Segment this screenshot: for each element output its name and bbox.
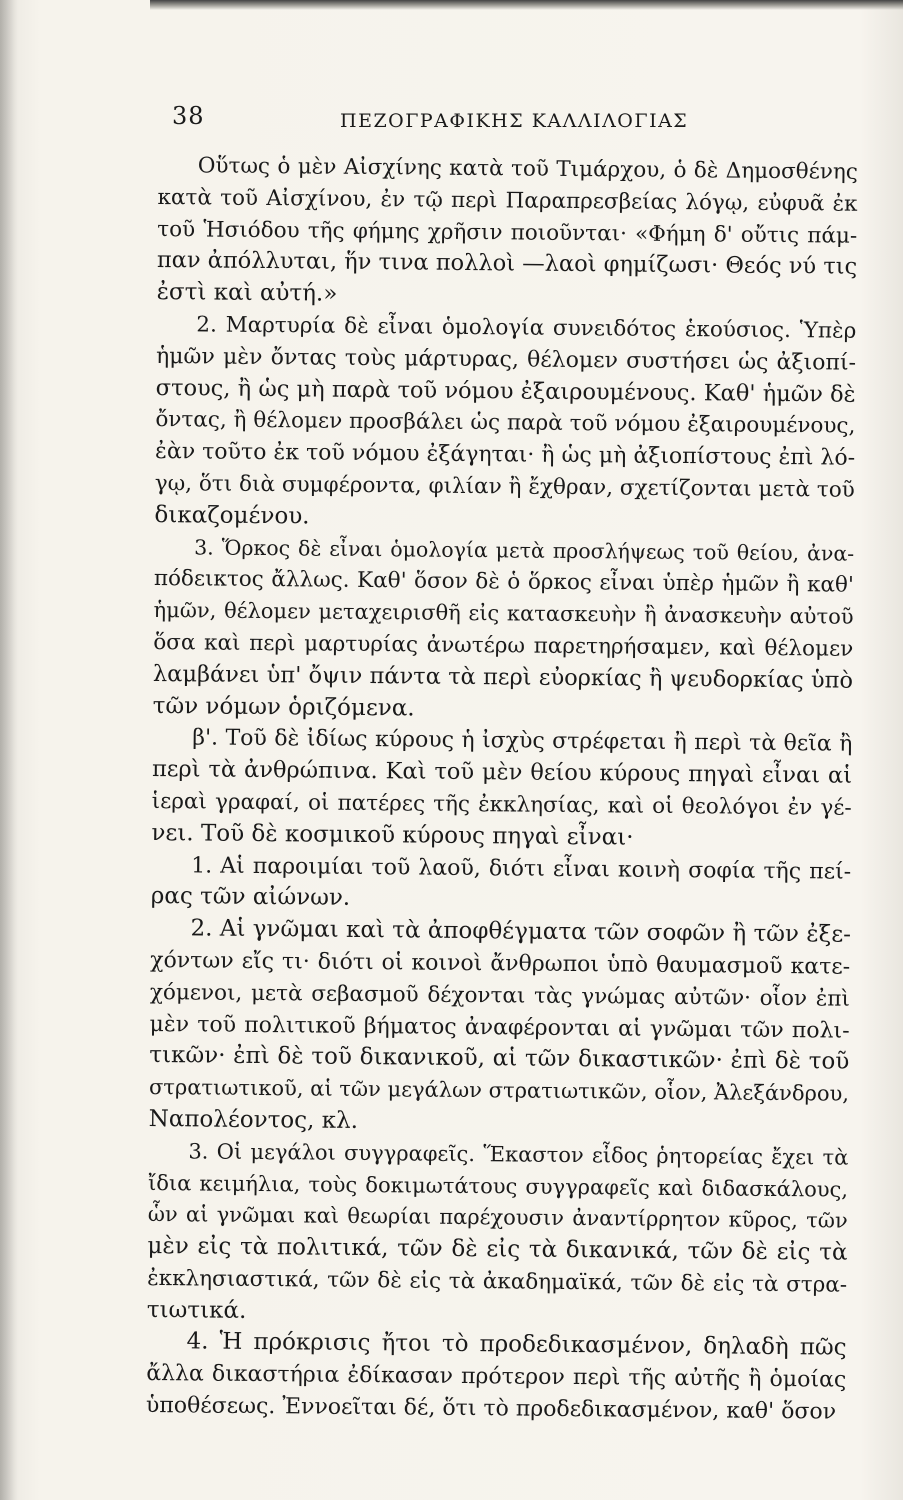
text-line: τικῶν· ἐπὶ δὲ τοῦ δικανικοῦ, αἱ τῶν δικαστικῶν· ἐπὶ δὲ τοῦ xyxy=(149,1042,850,1075)
text-line: ὄντας, ἢ θέλομεν προσβάλει ὡς παρὰ τοῦ νόμου ἐξαιρουμένους, xyxy=(155,407,856,440)
text-line: τοῦ Ἡσιόδου τῆς φήμης χρῆσιν ποιοῦνται· «Φήμη δ' οὔτις πάμ- xyxy=(157,216,858,249)
text-line: περὶ τὰ ἀνθρώπινα. Καὶ τοῦ μὲν θείου κύρους πηγαὶ εἶναι αἱ xyxy=(151,756,853,789)
text-line: ἐστὶ καὶ αὐτή.» xyxy=(156,279,338,307)
text-line: χόντων εἴς τι· διότι οἱ κοινοὶ ἄνθρωποι ὑπὸ θαυμασμοῦ κατε- xyxy=(150,947,851,980)
text-line: ἡμῶν, θέλομεν μεταχειρισθῆ εἰς κατασκευὴν ἢ ἀνασκευὴν αὐτοῦ xyxy=(153,598,854,629)
text-line: λαμβάνει ὑπ' ὄψιν πάντα τὰ περὶ εὐορκίας ἢ ψευδορκίας ὑπὸ xyxy=(152,660,854,694)
text-line: ὅσα καὶ περὶ μαρτυρίας ἀνωτέρω παρετηρήσαμεν, καὶ θέλομεν xyxy=(153,629,854,662)
text-line: ἱεραὶ γραφαί, οἱ πατέρες τῆς ἐκκλησίας, καὶ οἱ θεολόγοι ἐν γέ- xyxy=(151,788,852,821)
text-line: 4. Ἡ πρόκρισις ἤτοι τὸ προδεδικασμένον, δηλαδὴ πῶς xyxy=(186,1328,847,1362)
page-top-edge xyxy=(150,0,903,10)
text-line: ὑποθέσεως. Ἐννοεῖται δέ, ὅτι τὸ προδεδικασμένον, καθ' ὅσον xyxy=(145,1393,837,1425)
text-line: χόμενοι, μετὰ σεβασμοῦ δέχονται τὰς γνώμας αὐτῶν· οἷον ἐπὶ xyxy=(149,979,851,1012)
text-line: πόδεικτος ἄλλως. Καθ' ὅσον δὲ ὁ ὅρκος εἶναι ὑπὲρ ἡμῶν ἢ καθ' xyxy=(153,566,854,599)
paragraph xyxy=(149,913,851,1142)
text-line: β'. Τοῦ δὲ ἰδίως κύρους ἡ ἰσχὺς στρέφεται ἢ περὶ τὰ θεῖα ἢ xyxy=(192,725,853,758)
paragraph xyxy=(156,150,857,316)
text-line: ἴδια κειμήλια, τοὺς δοκιμωτάτους συγγραφεῖς καὶ διδασκάλους, xyxy=(147,1170,849,1202)
text-line: τῶν νόμων ὁριζόμενα. xyxy=(152,692,415,722)
text-line: τιωτικά. xyxy=(146,1296,247,1324)
text-line: ἐὰν τοῦτο ἐκ τοῦ νόμου ἐξάγηται· ἢ ὡς μὴ ἀξιοπίστους ἐπὶ λό- xyxy=(154,439,856,471)
text-line: Οὕτως ὁ μὲν Αἰσχίνης κατὰ τοῦ Τιμάρχου, ὁ δὲ Δημοσθένης xyxy=(197,153,858,185)
page-header xyxy=(160,96,860,136)
gutter-shadow xyxy=(0,0,18,1500)
text-line: στρατιωτικοῦ, αἱ τῶν μεγάλων στρατιωτικῶν, οἷον, Ἀλεξάνδρου, xyxy=(148,1075,850,1106)
paragraph xyxy=(154,309,856,538)
text-line: ἄλλα δικαστήρια ἐδίκασαν πρότερον περὶ τῆς αὐτῆς ἢ ὁμοίας xyxy=(146,1361,847,1393)
paragraph xyxy=(153,532,855,729)
body-text xyxy=(146,150,858,1429)
text-line: νει. Τοῦ δὲ κοσμικοῦ κύρους πηγαὶ εἶναι· xyxy=(151,819,634,851)
text-line: 3. Οἱ μεγάλοι συγγραφεῖς. Ἕκαστον εἶδος ῥητορείας ἔχει τὰ xyxy=(188,1139,849,1170)
text-line: ἐκκλησιαστικά, τῶν δὲ εἰς τὰ ἀκαδημαϊκά, τῶν δὲ εἰς τὰ στρα- xyxy=(147,1265,848,1298)
paragraph xyxy=(151,849,852,919)
page-number: 38 xyxy=(172,102,205,130)
text-line: κατὰ τοῦ Αἰσχίνου, ἐν τῷ περὶ Παραπρεσβείας λόγῳ, εὐφυᾶ ἐκ xyxy=(157,184,858,217)
paragraph xyxy=(147,1136,849,1333)
text-line: ὧν αἱ γνῶμαι καὶ θεωρίαι παρέχουσιν ἀναντίρρητον κῦρος, τῶν xyxy=(147,1202,848,1233)
text-line: δικαζομένου. xyxy=(154,501,310,530)
text-line: μὲν εἰς τὰ πολιτικά, τῶν δὲ εἰς τὰ δικανικά, τῶν δὲ εἰς τὰ xyxy=(147,1233,848,1266)
text-line: παν ἀπόλλυται, ἥν τινα πολλοὶ —λαοὶ φημίζωσι· Θεός νύ τις xyxy=(156,247,858,281)
paragraph xyxy=(151,722,852,856)
text-line: ἡμῶν μὲν ὄντας τοὺς μάρτυρας, θέλομεν συστήσει ὡς ἀξιοπί- xyxy=(155,343,857,376)
text-line: μὲν τοῦ πολιτικοῦ βήματος ἀναφέρονται αἱ γνῶμαι τῶν πολι- xyxy=(149,1011,850,1044)
text-line: Ναπολέοντος, κλ. xyxy=(148,1105,359,1134)
text-line: 3. Ὅρκος δὲ εἶναι ὁμολογία μετὰ προσλήψεως τοῦ θείου, ἀνα- xyxy=(194,534,855,566)
running-title: ΠΕΖΟΓΡΑΦΙΚΗΣ ΚΑΛΛΙΛΟΓΙΑΣ xyxy=(340,110,689,132)
text-line: ρας τῶν αἰώνων. xyxy=(150,883,351,912)
text-line: 1. Αἱ παροιμίαι τοῦ λαοῦ, διότι εἶναι κοινὴ σοφία τῆς πεί- xyxy=(191,852,852,885)
text-line: γῳ, ὅτι διὰ συμφέροντα, φιλίαν ἢ ἔχθραν, σχετίζονται μετὰ τοῦ xyxy=(154,470,855,503)
text-line: 2. Μαρτυρία δὲ εἶναι ὁμολογία συνειδότος ἑκούσιος. Ὑπὲρ xyxy=(196,312,857,344)
text-line: 2. Αἱ γνῶμαι καὶ τὰ ἀποφθέγματα τῶν σοφῶν ἢ τῶν ἐξε- xyxy=(190,915,852,948)
paragraph xyxy=(146,1326,847,1428)
text-line: στους, ἢ ὡς μὴ παρὰ τοῦ νόμου ἐξαιρουμένους. Καθ' ἡμῶν δὲ xyxy=(155,374,856,408)
